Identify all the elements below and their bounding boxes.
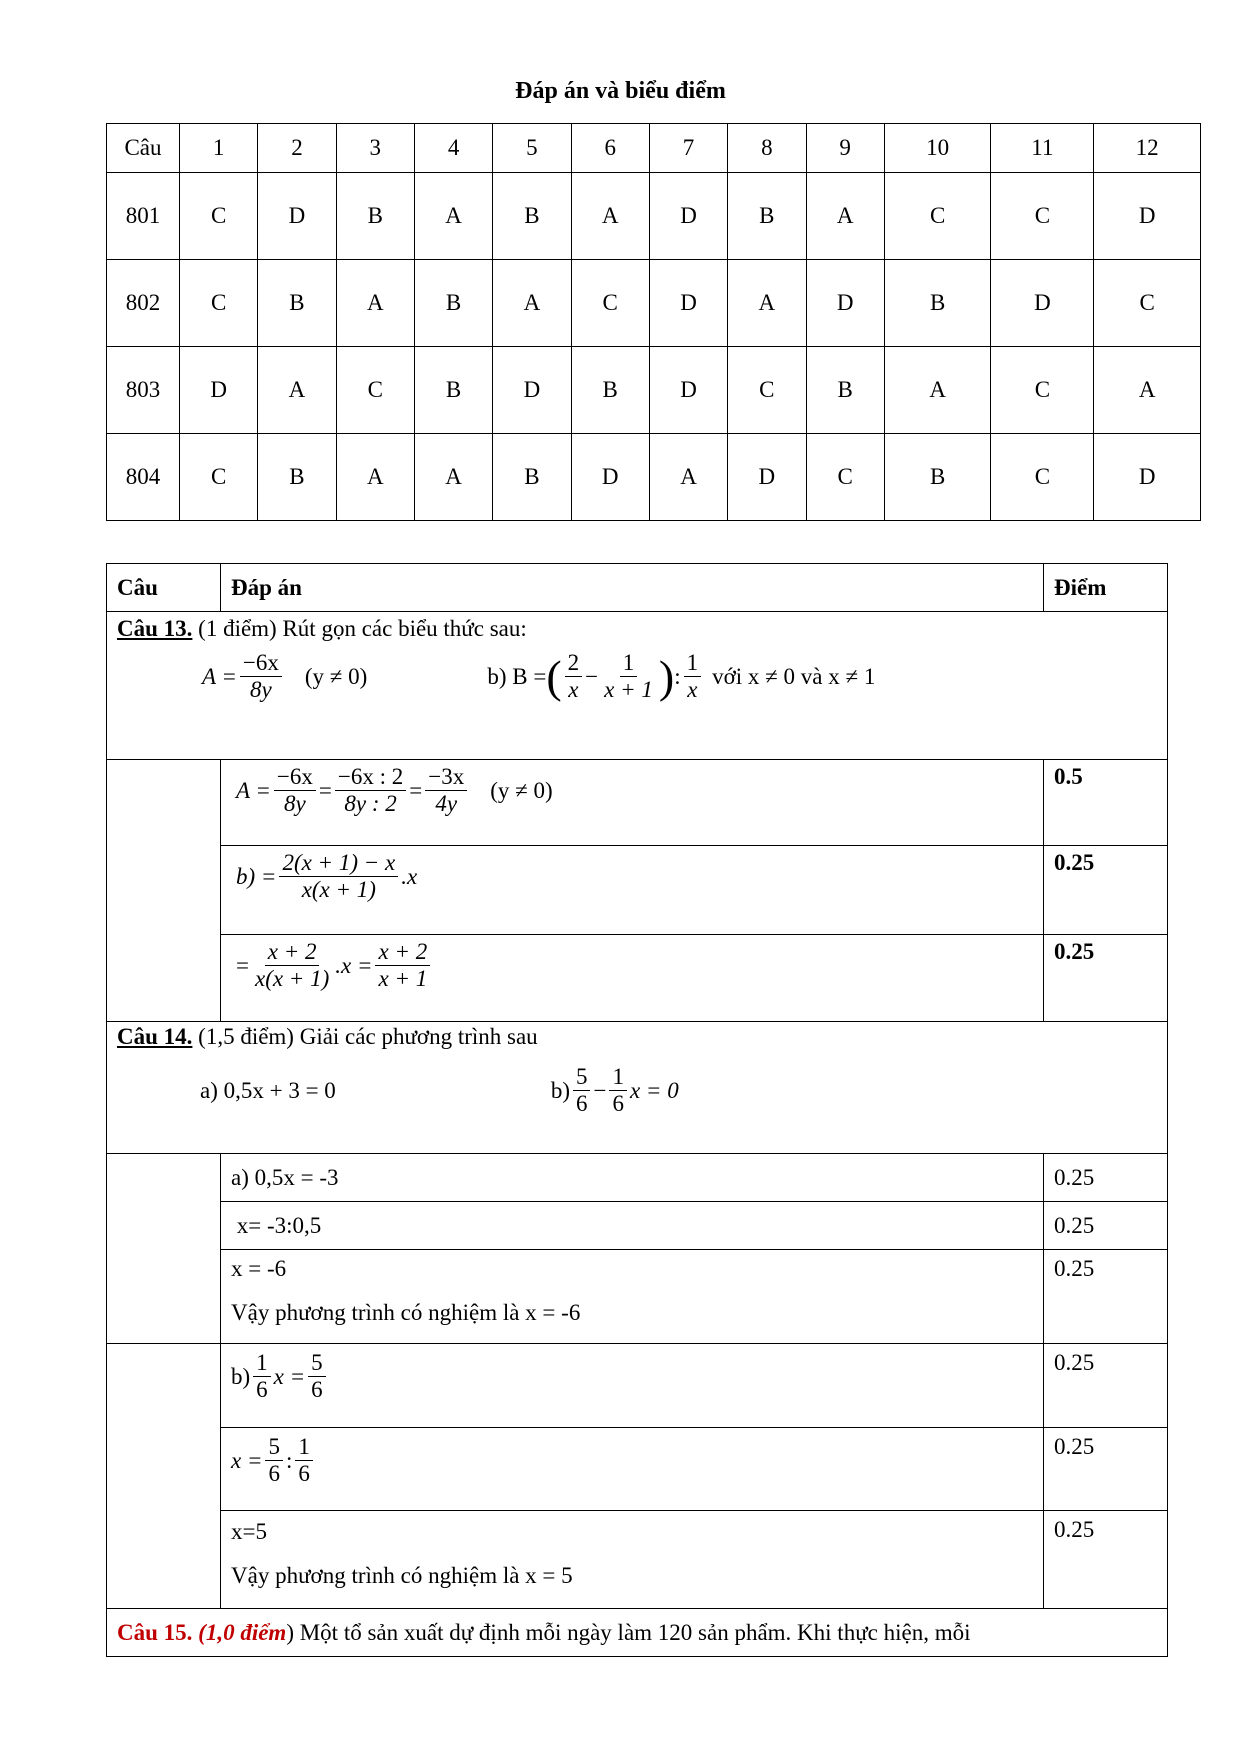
table-cell: B [258, 434, 336, 521]
table-cell: D [728, 434, 806, 521]
table-cell: C [991, 347, 1094, 434]
table-cell: C [806, 434, 884, 521]
table-cell: 5 [493, 124, 571, 173]
sb3-conclusion: Vậy phương trình có nghiệm là x = 5 [231, 1563, 573, 1588]
table-cell: D [180, 347, 258, 434]
sb2-d2: 6 [298, 1461, 310, 1487]
table-cell: C [180, 173, 258, 260]
q14b-blank-cell [107, 1344, 221, 1609]
table-cell: D [1094, 434, 1201, 521]
table-cell: 10 [884, 124, 991, 173]
table-cell: B [258, 260, 336, 347]
q13-a-cond: (y ≠ 0) [304, 663, 368, 689]
table-cell: A [493, 260, 571, 347]
table-cell: Câu [107, 124, 180, 173]
table-cell: C [884, 173, 991, 260]
page-title: Đáp án và biểu điểm [515, 78, 726, 104]
q15-label: Câu 15. [117, 1619, 193, 1645]
table-cell: C [728, 347, 806, 434]
s1-lhs: A = [236, 777, 271, 803]
q13-b-f1-den: x [568, 677, 579, 703]
s3-lhs: = [236, 952, 249, 978]
q14a-conclusion: Vậy phương trình có nghiệm là x = -6 [231, 1300, 581, 1325]
sb2-n1: 5 [265, 1434, 283, 1461]
table-cell: A [649, 434, 727, 521]
table-cell: C [180, 260, 258, 347]
table-cell: C [991, 173, 1094, 260]
q14b-step-3 [221, 1511, 1044, 1609]
table-cell: D [493, 347, 571, 434]
s1-n1: −6x [274, 764, 316, 791]
q13-b-f2-den: x + 1 [604, 677, 653, 703]
question-13: Câu 13. (1 điểm) Rút gọn các biểu thức sau: A = $\frac{-6x}{8y}$ (y ≠ 0) b) B = ( $\frac{2}{x}$ − $\frac{1}{x + 1}$ ) : $\frac{1}{x}$ với x ≠ 0 và x ≠ 1 [107, 612, 1168, 760]
header-cau: Câu [107, 564, 221, 612]
open-paren: ( [546, 650, 562, 702]
table-cell: D [571, 434, 649, 521]
s1-d2: 8y : 2 [344, 791, 397, 817]
table-cell: 3 [336, 124, 414, 173]
table-row [107, 434, 1201, 521]
sb2-d1: 6 [268, 1461, 280, 1487]
s3-mid: .x = [335, 952, 373, 978]
answer-key-table [106, 123, 1201, 521]
table-cell: 11 [991, 124, 1094, 173]
q13-b-f1-num: 2 [565, 650, 583, 677]
table-cell: 804 [107, 434, 180, 521]
table-cell: A [1094, 347, 1201, 434]
table-cell: A [414, 173, 492, 260]
table-cell: B [884, 260, 991, 347]
table-cell: 8 [728, 124, 806, 173]
q13-b-prefix: b) B = [487, 663, 547, 689]
table-cell: B [414, 347, 492, 434]
s2-num: 2(x + 1) − x [279, 850, 398, 877]
sb1-prefix: b) [231, 1363, 251, 1389]
table-cell: B [728, 173, 806, 260]
table-cell: A [728, 260, 806, 347]
q13-step-3 [221, 935, 1044, 1022]
table-cell: C [1094, 260, 1201, 347]
question-15 [107, 1609, 1168, 1657]
q13-b-f2-num: 1 [620, 650, 638, 677]
table-cell: D [649, 347, 727, 434]
q13-score-3: 0.25 [1044, 935, 1168, 1022]
q14b-step-1 [221, 1344, 1044, 1428]
close-paren: ) [658, 650, 675, 702]
q13-score-1: 0.5 [1044, 760, 1168, 846]
q13-score-2: 0.25 [1044, 846, 1168, 935]
sb1-n2: 5 [308, 1350, 326, 1377]
q13-text: (1 điểm) Rút gọn các biểu thức sau: [192, 616, 527, 641]
table-cell: B [884, 434, 991, 521]
q14b-score-2: 0.25 [1044, 1428, 1168, 1511]
table-cell: C [571, 260, 649, 347]
table-cell: A [414, 434, 492, 521]
table-cell: 12 [1094, 124, 1201, 173]
table-row [107, 173, 1201, 260]
q13-b-f3-num: 1 [684, 650, 702, 677]
s2-lhs: b) = [236, 863, 277, 889]
q14a-step-1: a) 0,5x = -3 [221, 1154, 1044, 1202]
q14-b-prefix: b) [550, 1077, 570, 1103]
table-row [107, 260, 1201, 347]
q14a-score-3: 0.25 [1044, 1250, 1168, 1344]
q14b-score-3: 0.25 [1044, 1511, 1168, 1609]
q13-label: Câu 13. [117, 616, 193, 641]
table-cell: D [1094, 173, 1201, 260]
s3-n2: x + 2 [375, 939, 430, 966]
table-cell: B [493, 434, 571, 521]
s1-d1: 8y [284, 791, 306, 817]
table-cell: 1 [180, 124, 258, 173]
s3-d2: x + 1 [378, 966, 428, 992]
q13-b-f3-den: x [687, 677, 698, 703]
s1-n3: −3x [425, 764, 467, 791]
q14a-blank-cell [107, 1154, 221, 1344]
table-cell: B [806, 347, 884, 434]
scoring-table [106, 563, 1168, 1657]
sb3-text: x=5 [231, 1519, 267, 1544]
table-cell: 7 [649, 124, 727, 173]
table-cell: D [649, 173, 727, 260]
table-cell: 802 [107, 260, 180, 347]
table-cell: C [180, 434, 258, 521]
table-cell: B [571, 347, 649, 434]
table-cell: D [806, 260, 884, 347]
q13-a-den: 8y [250, 677, 272, 703]
table-cell: C [991, 434, 1094, 521]
table-cell: 9 [806, 124, 884, 173]
table-cell: A [336, 434, 414, 521]
sb1-d1: 6 [256, 1377, 268, 1403]
q14-b-tail: x = 0 [629, 1077, 679, 1103]
q13-step-1: A = $\frac{-6x}{8y}$ = $\frac{-6x : 2}{8y : 2}$ = $\frac{-3x}{4y}$ (y ≠ 0) [221, 760, 1044, 846]
sb1-d2: 6 [311, 1377, 323, 1403]
sb2-mid: : [285, 1447, 293, 1473]
table-cell: D [258, 173, 336, 260]
table-cell: B [414, 260, 492, 347]
q13-blank-cell [107, 760, 221, 1022]
q13-a-num: −6x [240, 650, 282, 677]
q15-points: (1,0 điểm [198, 1619, 287, 1645]
table-cell: A [806, 173, 884, 260]
header-row [107, 124, 1201, 173]
q14-text: (1,5 điểm) Giải các phương trình sau [192, 1024, 538, 1049]
q14-b-n2: 1 [609, 1064, 627, 1091]
table-cell: C [336, 347, 414, 434]
q14a-score-2: 0.25 [1044, 1202, 1168, 1250]
q14a-step-3-text: x = -6 [231, 1256, 287, 1281]
table-cell: A [571, 173, 649, 260]
s1-n2: −6x : 2 [335, 764, 406, 791]
sb2-prefix: x = [231, 1447, 263, 1473]
s1-cond: (y ≠ 0) [490, 777, 553, 803]
q13-b-cond: với x ≠ 0 và x ≠ 1 [712, 663, 876, 689]
q13-step-2 [221, 846, 1044, 935]
header-diem: Điểm [1044, 564, 1168, 612]
sb2-n2: 1 [295, 1434, 313, 1461]
table-cell: A [258, 347, 336, 434]
table-cell: D [649, 260, 727, 347]
q14-a-eq: a) 0,5x + 3 = 0 [200, 1077, 336, 1103]
table-cell: 803 [107, 347, 180, 434]
table-cell: 2 [258, 124, 336, 173]
q13-a-prefix: A = [202, 663, 237, 689]
s3-n1: x + 2 [265, 939, 320, 966]
s2-tail: .x [401, 863, 418, 889]
question-14: Câu 14. (1,5 điểm) Giải các phương trình sau a) 0,5x + 3 = 0 b) $\frac{5}{6}$ − $\frac{1}{6}$ x = 0 [107, 1022, 1168, 1154]
q14-b-n1: 5 [573, 1064, 591, 1091]
q14b-score-1: 0.25 [1044, 1344, 1168, 1428]
q14b-step-2 [221, 1428, 1044, 1511]
q14a-step-2: x= -3:0,5 [221, 1202, 1044, 1250]
sb1-mid: x = [273, 1363, 306, 1389]
q14a-score-1: 0.25 [1044, 1154, 1168, 1202]
q14-b-d1: 6 [575, 1091, 588, 1117]
header-dap-an: Đáp án [221, 564, 1044, 612]
table-cell: B [493, 173, 571, 260]
table-cell: 4 [414, 124, 492, 173]
table-cell: 6 [571, 124, 649, 173]
table-cell: B [336, 173, 414, 260]
q14-label: Câu 14. [117, 1024, 193, 1049]
q15-text: ) Một tổ sản xuất dự định mỗi ngày làm 120 sản phẩm. Khi thực hiện, mỗi [286, 1619, 971, 1645]
s3-d1: x(x + 1) [254, 966, 330, 992]
table-cell: D [991, 260, 1094, 347]
s2-den: x(x + 1) [301, 877, 376, 903]
sb1-n1: 1 [253, 1350, 271, 1377]
s1-d3: 4y [435, 791, 458, 817]
table-cell: A [884, 347, 991, 434]
table-cell: A [336, 260, 414, 347]
q14a-step-3 [221, 1250, 1044, 1344]
table-row [107, 347, 1201, 434]
table-cell: 801 [107, 173, 180, 260]
q14-b-d2: 6 [612, 1091, 624, 1117]
